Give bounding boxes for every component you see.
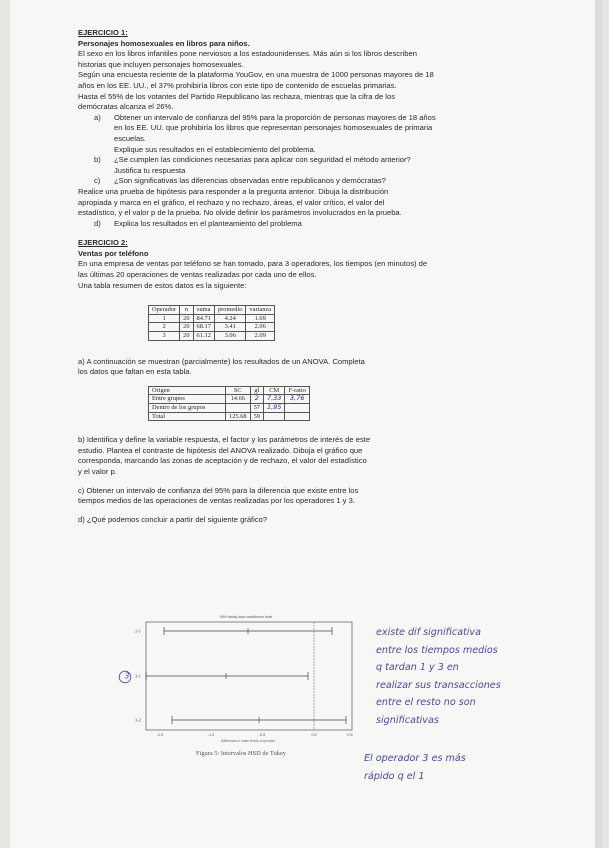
col-header: promedio <box>214 306 246 315</box>
anova-table-header <box>149 386 310 395</box>
table-cell: 125.68 <box>226 412 251 421</box>
table-cell: Total <box>149 412 226 421</box>
table-cell: 3 <box>149 332 180 341</box>
ex1-c-label: c) <box>94 176 101 186</box>
table-cell: 2.06 <box>246 323 275 332</box>
handwritten-line: significativas <box>376 714 439 726</box>
summary-table <box>148 305 275 340</box>
col-header: SC <box>226 386 251 395</box>
table-cell: Entre grupos <box>149 395 226 404</box>
col-header: varianza <box>246 306 275 315</box>
table-cell: 20 <box>180 332 193 341</box>
handwritten-cell: 7,33 <box>263 395 284 404</box>
tukey-hsd-plot <box>124 612 372 762</box>
x-tick-label: -1.0 <box>207 733 215 737</box>
table-cell: 57 <box>250 404 263 413</box>
table-cell: 59 <box>250 412 263 421</box>
ex1-a-line: escuelas. <box>114 133 147 143</box>
ex1-d-line: Explica los resultados en el planteamiento del problema <box>114 218 302 228</box>
circled-mark: 3 <box>124 671 130 681</box>
ex1-intro-line: años en los EE. UU., el 37% prohibiría libros con este tipo de contenido de escuelas primarias. <box>78 80 397 90</box>
table-cell <box>285 404 309 413</box>
spacer <box>78 507 518 515</box>
col-header: CM <box>263 386 284 395</box>
col-header: F-ratio <box>285 386 309 395</box>
table-cell: 3.06 <box>214 332 246 341</box>
paper-edge <box>595 0 602 848</box>
table-row <box>149 314 275 323</box>
ex2-title: EJERCICIO 2: <box>78 238 128 248</box>
table-cell: 68.17 <box>193 323 214 332</box>
table-row <box>149 412 310 421</box>
ex1-question-d <box>78 219 518 230</box>
x-tick-label: -1.5 <box>156 733 164 737</box>
ex2-qa-line: los datos que faltan en esta tabla. <box>78 367 192 377</box>
table-cell: 20 <box>180 314 193 323</box>
ex1-d-label: d) <box>94 218 101 228</box>
col-header: suma <box>193 306 214 315</box>
ex1-c-line: ¿Son significativas las diferencias observadas entre republicanos y demócratas? <box>114 176 386 186</box>
table-cell: Dentro de los grupos <box>149 404 226 413</box>
table-row <box>149 395 310 404</box>
table-row <box>149 323 275 332</box>
ex2-intro-line: Una tabla resumen de estos datos es la siguiente: <box>78 280 247 290</box>
handwritten-line: realizar sus transacciones <box>376 679 501 691</box>
ex2-qb-line: corresponda, marcando las zonas de aceptación y de rechazo, el valor del estadístico <box>78 456 367 466</box>
ex2-qc-line: tiempos medios de las operaciones de ventas realizadas por los operadores 1 y 3. <box>78 496 355 506</box>
x-axis-label: Differences in mean levels of operador <box>220 739 276 743</box>
table-cell: 61.12 <box>193 332 214 341</box>
ex1-intro-line: Hasta el 55% de los votantes del Partido Republicano las rechaza, mientras que la cifra de los <box>78 91 396 101</box>
table-cell: 1 <box>149 314 180 323</box>
table-cell: 2 <box>149 323 180 332</box>
summary-table-header <box>149 306 275 315</box>
col-header: Operador <box>149 306 180 315</box>
ex1-c-more: estadístico, y el valor p de la prueba. No olvide definir los parámetros involucrados en la prueba. <box>78 208 402 218</box>
handwritten-conclusion <box>364 750 594 786</box>
ex1-a-label: a) <box>94 112 101 122</box>
ex1-intro-line: Según una encuesta reciente de la plataforma YouGov, en una muestra de 1000 personas mayores de 18 <box>78 70 434 80</box>
ex1-question-a <box>78 113 518 155</box>
ex2-qb-line: b) Identifica y define la variable respuesta, el factor y los parámetros de interés de este <box>78 435 371 445</box>
x-tick-label: 0.0 <box>311 733 317 737</box>
ex1-intro-line: El sexo en los libros infantiles pone nerviosos a los estadounidenses. Más aún si los libros describen <box>78 49 417 59</box>
table-cell: 3.41 <box>214 323 246 332</box>
ex2-qa-line: a) A continuación se muestran (parcialmente) los resultados de un ANOVA. Completa <box>78 356 365 366</box>
col-header: Origen <box>149 386 226 395</box>
handwritten-line: rápido q el 1 <box>364 771 425 782</box>
ex2-intro-line: En una empresa de ventas por teléfono se han tomado, para 3 operadores, los tiempos (en minutos) de <box>78 259 428 269</box>
handwritten-cell: 2 <box>250 395 263 404</box>
ex2-intro-line: las últimas 20 operaciones de ventas realizadas por cada uno de ellos. <box>78 270 317 280</box>
ex1-intro-line: historias que incluyen personajes homosexuales. <box>78 59 244 69</box>
plot-title: 95% family-wise confidence level <box>219 615 273 619</box>
ex2-qd-line: d) ¿Qué podemos concluir a partir del siguiente gráfico? <box>78 514 268 524</box>
table-cell: 2.09 <box>246 332 275 341</box>
ex1-b-label: b) <box>94 155 101 165</box>
table-cell <box>285 412 309 421</box>
y-tick-label: 3-2 <box>135 717 141 723</box>
col-header: gl <box>250 386 263 395</box>
x-tick-label: -0.5 <box>258 733 266 737</box>
handwritten-answer <box>376 624 596 729</box>
spacer <box>78 341 518 357</box>
table-cell <box>263 412 284 421</box>
spacer <box>78 478 518 486</box>
table-cell: 20 <box>180 323 193 332</box>
handwritten-cell: 1,95 <box>263 404 284 413</box>
anova-table <box>148 386 310 421</box>
ex1-subtitle: Personajes homosexuales en libros para niños. <box>78 38 250 48</box>
ex1-a-line: Obtener un intervalo de confianza del 95% para la proporción de personas mayores de 18 años <box>114 112 436 122</box>
ex2-subtitle: Ventas por teléfono <box>78 248 149 258</box>
handwritten-line: entre los tiempos medios <box>376 644 498 656</box>
ex1-b-line: Justifica tu respuesta <box>114 165 186 175</box>
ex1-intro-line: demócratas alcanza el 26%. <box>78 102 174 112</box>
table-cell: 4.24 <box>214 314 246 323</box>
table-cell: 1.69 <box>246 314 275 323</box>
ex2-qb-line: y el valor p. <box>78 466 117 476</box>
table-row <box>149 332 275 341</box>
figure-caption: Figura 5: Intervalos HSD de Tukey <box>196 750 286 757</box>
table-cell <box>226 404 251 413</box>
ex2-qc-line: c) Obtener un intervalo de confianza del 95% para la diferencia que existe entre los <box>78 485 359 495</box>
table-cell: 14.66 <box>226 395 251 404</box>
handwritten-cell: 3,76 <box>285 395 309 404</box>
handwritten-line: El operador 3 es más <box>364 753 466 764</box>
handwritten-line: entre el resto no son <box>376 697 476 708</box>
y-tick-label: 2-1 <box>135 628 141 634</box>
ex1-question-c <box>78 176 518 187</box>
handwritten-line: q tardan 1 y 3 en <box>376 662 459 673</box>
y-tick-label: 3-1 <box>135 673 141 679</box>
ex1-question-b <box>78 155 518 176</box>
ex1-a-line: en los EE. UU. que prohibiría los libros que representan personajes homosexuales de primaria <box>114 123 433 133</box>
ex1-c-more: Realice una prueba de hipótesis para responder a la pregunta anterior. Dibuja la distribución <box>78 186 389 196</box>
ex1-title: EJERCICIO 1: <box>78 28 128 37</box>
circle-annotation <box>118 670 132 684</box>
spacer <box>78 421 518 435</box>
table-cell: 84.71 <box>193 314 214 323</box>
table-row <box>149 404 310 413</box>
spacer <box>78 229 518 238</box>
col-header: n <box>180 306 193 315</box>
ex2-qb-line: estudio. Plantea el contraste de hipótesis del ANOVA realizado. Dibuja el gráfico que <box>78 445 363 455</box>
ex1-b-line: ¿Se cumplen las condiciones necesarias para aplicar con seguridad el método anterior? <box>114 155 411 165</box>
handwritten-line: existe dif significativa <box>376 627 481 638</box>
ex1-a-line: Explique sus resultados en el establecimiento del problema. <box>114 144 316 154</box>
exam-text <box>78 28 518 525</box>
ex1-c-more: apropiada y marca en el gráfico, el rechazo y no rechazo, áreas, el valor crítico, el valor del <box>78 197 385 207</box>
x-tick-label: 0.5 <box>347 733 353 737</box>
